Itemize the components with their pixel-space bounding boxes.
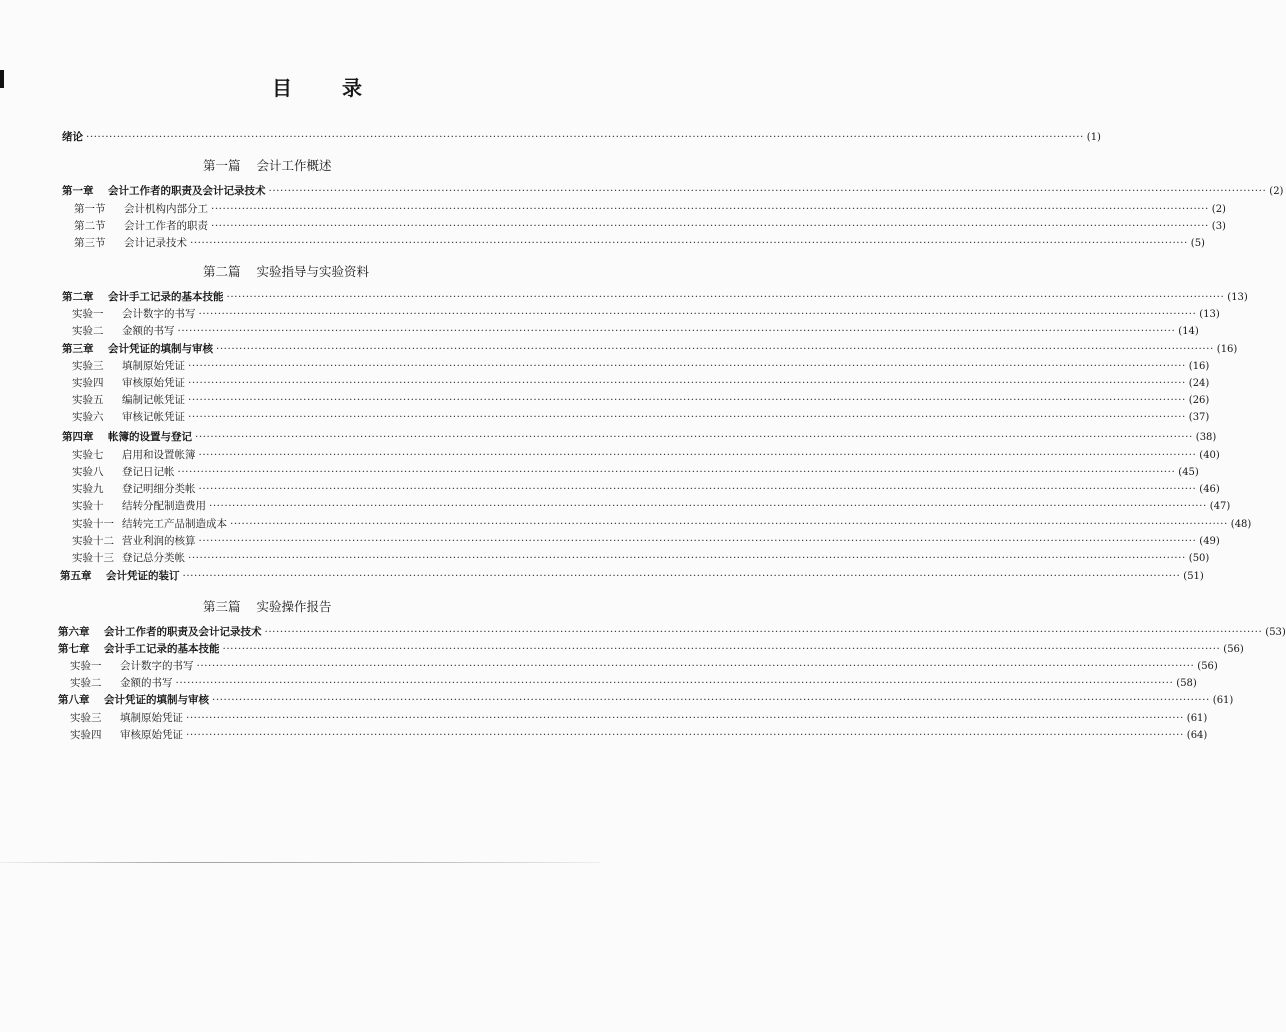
entry-heading xyxy=(72,307,196,321)
entry-title: 审核原始凭证 xyxy=(122,377,185,389)
entry-page-number: (2) xyxy=(1269,186,1284,197)
entry-heading xyxy=(74,236,187,250)
entry-title: 登记明细分类帐 xyxy=(122,483,196,495)
dot-leader: ···································································································································································································································································· xyxy=(188,411,1186,423)
entry-heading xyxy=(72,359,185,373)
entry-title: 会计凭证的填制与审核 xyxy=(108,343,213,355)
title-char-left: 目 xyxy=(272,76,292,100)
toc-chapter-entry xyxy=(60,569,1204,584)
entry-page-number: (5) xyxy=(1190,238,1205,249)
dot-leader: ···································································································································································································································································· xyxy=(195,431,1193,443)
toc-section-entry xyxy=(72,534,1220,549)
dot-leader: ···································································································································································································································································· xyxy=(198,483,1197,495)
dot-leader: ···································································································································································································································································· xyxy=(86,131,1084,143)
toc-section-entry xyxy=(72,307,1220,322)
dot-leader: ···································································································································································································································································· xyxy=(196,660,1195,672)
dot-leader: ···································································································································································································································································· xyxy=(198,535,1197,547)
dot-leader: ···································································································································································································································································· xyxy=(190,237,1188,249)
entry-page-number: (56) xyxy=(1223,644,1244,655)
dot-leader: ···································································································································································································································································· xyxy=(268,185,1267,197)
entry-title: 登记日记帐 xyxy=(122,466,175,478)
toc-section-entry xyxy=(72,393,1210,408)
entry-title: 会计数字的书写 xyxy=(122,308,196,320)
toc-chapter-entry xyxy=(58,642,1244,657)
entry-number: 实验一 xyxy=(72,308,104,320)
entry-number: 第七章 xyxy=(58,643,90,655)
entry-heading xyxy=(72,376,185,390)
dot-leader: ···································································································································································································································································· xyxy=(188,552,1186,564)
part-title: 实验指导与实验资料 xyxy=(256,264,370,279)
part-number: 第三篇 xyxy=(203,599,241,614)
part-heading xyxy=(203,597,332,615)
dot-leader: ···································································································································································································································································· xyxy=(188,394,1186,406)
toc-chapter-entry xyxy=(62,290,1248,305)
toc-section-entry xyxy=(72,499,1231,514)
entry-heading xyxy=(60,569,180,583)
entry-page-number: (56) xyxy=(1197,661,1218,672)
title-char-right: 录 xyxy=(342,76,362,100)
entry-heading xyxy=(72,551,185,565)
entry-number: 第三节 xyxy=(74,237,106,249)
entry-page-number: (51) xyxy=(1183,571,1204,582)
dot-leader: ···································································································································································································································································· xyxy=(222,643,1221,655)
entry-page-number: (49) xyxy=(1199,536,1220,547)
entry-page-number: (14) xyxy=(1178,326,1199,337)
entry-heading xyxy=(70,659,194,673)
entry-page-number: (64) xyxy=(1186,730,1208,741)
entry-title: 会计凭证的装订 xyxy=(106,570,180,582)
entry-number: 实验九 xyxy=(72,483,104,495)
toc-section-entry xyxy=(72,410,1210,425)
dot-leader: ···································································································································································································································································· xyxy=(186,729,1184,741)
entry-heading xyxy=(70,711,183,725)
entry-heading xyxy=(70,676,173,690)
entry-heading xyxy=(58,625,262,639)
toc-chapter-entry xyxy=(58,693,1234,708)
toc-section-entry xyxy=(72,551,1210,566)
entry-page-number: (61) xyxy=(1186,713,1208,724)
entry-number: 第四章 xyxy=(62,431,94,443)
toc-section-entry xyxy=(72,517,1252,532)
entry-heading xyxy=(62,342,213,356)
entry-title: 启用和设置帐簿 xyxy=(122,449,196,461)
toc-section-entry xyxy=(74,236,1205,251)
part-title: 实验操作报告 xyxy=(256,599,332,614)
entry-page-number: (1) xyxy=(1086,132,1101,143)
entry-page-number: (53) xyxy=(1265,627,1286,638)
toc-chapter-entry xyxy=(58,625,1286,640)
part-number: 第二篇 xyxy=(203,264,241,279)
entry-heading xyxy=(58,642,220,656)
entry-heading xyxy=(62,130,83,144)
toc-chapter-entry xyxy=(62,130,1101,145)
dot-leader: ···································································································································································································································································· xyxy=(175,677,1174,689)
entry-page-number: (16) xyxy=(1216,344,1238,355)
part-heading xyxy=(203,156,332,174)
entry-number: 实验八 xyxy=(72,466,104,478)
entry-number: 实验二 xyxy=(72,325,104,337)
entry-page-number: (37) xyxy=(1188,412,1210,423)
entry-title: 登记总分类帐 xyxy=(122,552,185,564)
entry-number: 实验三 xyxy=(72,360,104,372)
entry-number: 第二章 xyxy=(62,291,94,303)
entry-number: 实验四 xyxy=(70,729,102,741)
entry-number: 第三章 xyxy=(62,343,94,355)
entry-number: 第六章 xyxy=(58,626,90,638)
toc-section-entry xyxy=(70,659,1218,674)
dot-leader: ···································································································································································································································································· xyxy=(198,449,1197,461)
toc-section-entry xyxy=(72,465,1199,480)
dot-leader: ···································································································································································································································································· xyxy=(209,500,1207,512)
dot-leader: ···································································································································································································································································· xyxy=(264,626,1263,638)
entry-number: 实验十三 xyxy=(72,552,114,564)
entry-number: 实验三 xyxy=(70,712,102,724)
entry-page-number: (2) xyxy=(1211,204,1226,215)
entry-heading xyxy=(72,410,185,424)
entry-heading xyxy=(70,728,183,742)
entry-heading xyxy=(62,184,266,198)
entry-title: 会计手工记录的基本技能 xyxy=(108,291,224,303)
entry-number: 实验四 xyxy=(72,377,104,389)
entry-heading xyxy=(72,482,196,496)
entry-page-number: (16) xyxy=(1188,361,1210,372)
entry-title: 审核原始凭证 xyxy=(120,729,183,741)
entry-title: 审核记帐凭证 xyxy=(122,411,185,423)
entry-title: 会计工作者的职责及会计记录技术 xyxy=(108,185,266,197)
entry-number: 实验十 xyxy=(72,500,104,512)
entry-page-number: (38) xyxy=(1195,432,1217,443)
toc-section-entry xyxy=(72,359,1210,374)
entry-page-number: (13) xyxy=(1227,292,1248,303)
entry-number: 实验二 xyxy=(70,677,102,689)
entry-title: 金额的书写 xyxy=(122,325,175,337)
entry-heading xyxy=(58,693,209,707)
entry-page-number: (46) xyxy=(1199,484,1220,495)
entry-page-number: (45) xyxy=(1178,467,1199,478)
entry-title: 结转完工产品制造成本 xyxy=(122,518,227,530)
entry-number: 第一节 xyxy=(74,203,106,215)
toc-section-entry xyxy=(72,448,1220,463)
entry-heading xyxy=(72,393,185,407)
dot-leader: ···································································································································································································································································· xyxy=(226,291,1225,303)
entry-page-number: (26) xyxy=(1188,395,1210,406)
toc-section-entry xyxy=(70,676,1197,691)
entry-title: 填制原始凭证 xyxy=(120,712,183,724)
entry-title: 填制原始凭证 xyxy=(122,360,185,372)
toc-section-entry xyxy=(72,376,1210,391)
dot-leader: ···································································································································································································································································· xyxy=(188,360,1186,372)
entry-heading xyxy=(74,202,208,216)
entry-page-number: (40) xyxy=(1199,450,1220,461)
entry-heading xyxy=(74,219,208,233)
dot-leader: ···································································································································································································································································· xyxy=(177,466,1176,478)
part-title: 会计工作概述 xyxy=(256,158,332,173)
entry-title: 会计手工记录的基本技能 xyxy=(104,643,220,655)
entry-title: 会计工作者的职责 xyxy=(124,220,208,232)
entry-heading xyxy=(62,430,192,444)
dot-leader: ···································································································································································································································································· xyxy=(230,518,1228,530)
entry-title: 会计凭证的填制与审核 xyxy=(104,694,209,706)
toc-section-entry xyxy=(74,219,1226,234)
dot-leader: ···································································································································································································································································· xyxy=(212,694,1210,706)
part-number: 第一篇 xyxy=(203,158,241,173)
toc-section-entry xyxy=(74,202,1226,217)
entry-heading xyxy=(72,499,206,513)
toc-section-entry xyxy=(72,324,1199,339)
entry-title: 会计数字的书写 xyxy=(120,660,194,672)
entry-heading xyxy=(72,517,227,531)
entry-number: 第二节 xyxy=(74,220,106,232)
entry-number: 第五章 xyxy=(60,570,92,582)
entry-page-number: (61) xyxy=(1212,695,1234,706)
entry-title: 结转分配制造费用 xyxy=(122,500,206,512)
dot-leader: ···································································································································································································································································· xyxy=(216,343,1214,355)
entry-number: 实验五 xyxy=(72,394,104,406)
entry-number: 实验六 xyxy=(72,411,104,423)
dot-leader: ···································································································································································································································································· xyxy=(177,325,1176,337)
entry-title: 会计工作者的职责及会计记录技术 xyxy=(104,626,262,638)
entry-page-number: (50) xyxy=(1188,553,1210,564)
entry-number: 第八章 xyxy=(58,694,90,706)
entry-heading xyxy=(72,465,175,479)
entry-page-number: (47) xyxy=(1209,501,1231,512)
entry-title: 会计记录技术 xyxy=(124,237,187,249)
entry-page-number: (3) xyxy=(1211,221,1226,232)
toc-chapter-entry xyxy=(62,342,1238,357)
dot-leader: ···································································································································································································································································· xyxy=(182,570,1181,582)
entry-heading xyxy=(72,448,196,462)
toc-section-entry xyxy=(70,711,1208,726)
toc-chapter-entry xyxy=(62,184,1284,199)
toc-section-entry xyxy=(70,728,1208,743)
entry-number: 实验一 xyxy=(70,660,102,672)
entry-title: 会计机构内部分工 xyxy=(124,203,208,215)
entry-title: 帐簿的设置与登记 xyxy=(108,431,192,443)
toc-section-entry xyxy=(72,482,1220,497)
dot-leader: ···································································································································································································································································· xyxy=(188,377,1186,389)
entry-title: 营业利润的核算 xyxy=(122,535,196,547)
dot-leader: ···································································································································································································································································· xyxy=(198,308,1197,320)
entry-heading xyxy=(62,290,224,304)
entry-number: 实验十二 xyxy=(72,535,114,547)
entry-heading xyxy=(72,534,196,548)
entry-title: 编制记帐凭证 xyxy=(122,394,185,406)
dot-leader: ···································································································································································································································································· xyxy=(211,220,1209,232)
toc-chapter-entry xyxy=(62,430,1217,445)
dot-leader: ···································································································································································································································································· xyxy=(186,712,1184,724)
entry-title: 金额的书写 xyxy=(120,677,173,689)
entry-page-number: (13) xyxy=(1199,309,1220,320)
dot-leader: ···································································································································································································································································· xyxy=(211,203,1209,215)
entry-number: 第一章 xyxy=(62,185,94,197)
entry-number: 实验七 xyxy=(72,449,104,461)
entry-title: 绪论 xyxy=(62,131,83,143)
entry-page-number: (58) xyxy=(1176,678,1197,689)
bottom-rule xyxy=(0,862,600,863)
entry-heading xyxy=(72,324,175,338)
part-heading xyxy=(203,262,369,280)
entry-page-number: (48) xyxy=(1230,519,1252,530)
entry-number: 实验十一 xyxy=(72,518,114,530)
entry-page-number: (24) xyxy=(1188,378,1210,389)
